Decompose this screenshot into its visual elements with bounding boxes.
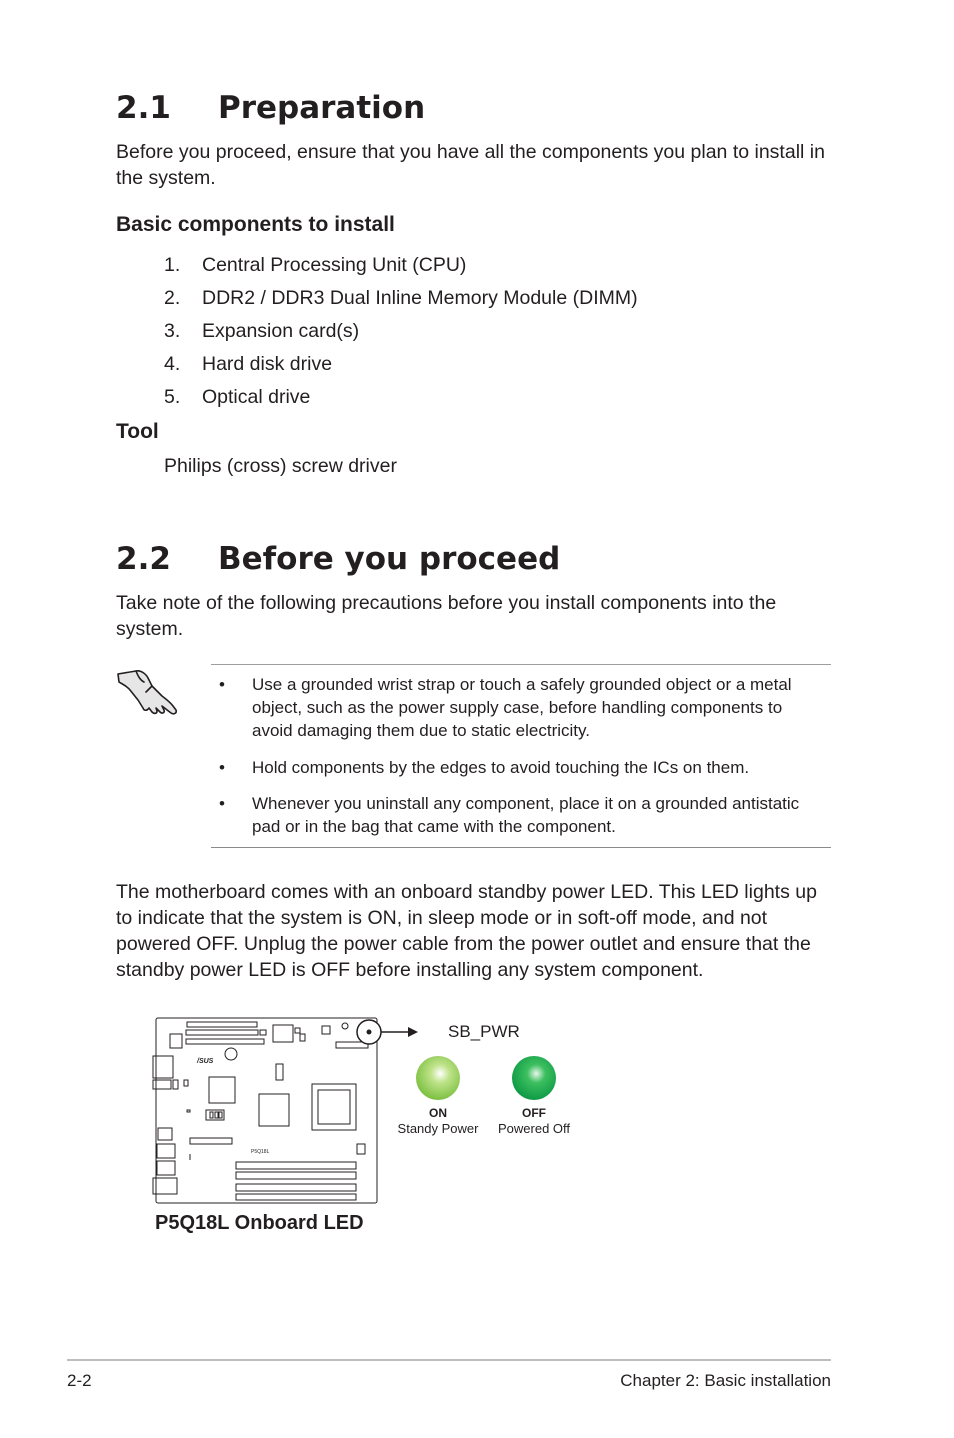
list-item-number: 5.	[164, 386, 181, 408]
note-bottom-rule	[211, 847, 831, 848]
led-state-off	[484, 1106, 584, 1136]
footer-rule	[67, 1359, 831, 1361]
basic-components-heading: Basic components to install	[116, 213, 395, 236]
note-item	[219, 673, 822, 742]
list-item-number: 4.	[164, 353, 181, 375]
tool-heading: Tool	[116, 420, 159, 443]
tool-text: Philips (cross) screw driver	[164, 455, 397, 477]
hand-icon	[116, 668, 180, 718]
note-item	[219, 756, 822, 779]
list-item-text: DDR2 / DDR3 Dual Inline Memory Module (DIMM)	[202, 287, 638, 309]
led-state-label: OFF	[522, 1106, 546, 1120]
bullet: •	[219, 675, 225, 694]
section-title: Preparation	[218, 90, 426, 126]
preparation-intro: Before you proceed, ensure that you have all the components you plan to install in the system.	[116, 141, 825, 189]
note-text: Use a grounded wrist strap or touch a safely grounded object or a metal object, such as the power supply case, before handling components to avoid damaging them due to static electricity.	[252, 675, 792, 740]
led-state-on	[388, 1106, 488, 1136]
section-number: 2.2	[116, 541, 171, 577]
before-proceed-intro: Take note of the following precautions before you install components into the system.	[116, 592, 777, 640]
list-item-text: Central Processing Unit (CPU)	[202, 254, 467, 276]
page-number: 2-2	[67, 1371, 92, 1390]
bullet: •	[219, 794, 225, 813]
figure-caption: P5Q18L Onboard LED	[155, 1212, 364, 1234]
led-state-desc: Powered Off	[497, 1121, 571, 1136]
section-number: 2.1	[116, 90, 171, 126]
section-title: Before you proceed	[218, 541, 561, 577]
led-off-indicator	[510, 1054, 558, 1102]
list-item-text: Optical drive	[202, 386, 311, 408]
list-item-number: 2.	[164, 287, 181, 309]
board-brand-logo: /SUS	[197, 1058, 214, 1065]
chapter-title: Chapter 2: Basic installation	[620, 1371, 831, 1390]
sb-pwr-label: SB_PWR	[448, 1022, 520, 1041]
section-2-1-heading	[116, 90, 716, 130]
note-top-rule	[211, 664, 831, 665]
list-item-text: Hard disk drive	[202, 353, 333, 375]
note-item	[219, 792, 822, 838]
led-state-desc: Standy Power	[397, 1121, 479, 1136]
board-model-label: P5Q18L	[251, 1149, 270, 1155]
section-2-2-heading	[116, 541, 716, 581]
list-item-text: Expansion card(s)	[202, 320, 360, 342]
led-state-label: ON	[429, 1106, 447, 1120]
led-on-indicator	[414, 1054, 462, 1102]
list-item-number: 1.	[164, 254, 181, 276]
components-list	[164, 254, 764, 414]
led-paragraph: The motherboard comes with an onboard standby power LED. This LED lights up to indicate that the system is ON, in sleep mode or in soft-off mode, and not powered OFF. Unplug the power cable from the power outlet and ensure that the standby power LED is OFF before installing any system component.	[116, 881, 817, 981]
bullet: •	[219, 758, 225, 777]
note-text: Whenever you uninstall any component, place it on a grounded antistatic pad or in the bag that came with the component.	[252, 794, 800, 836]
list-item-number: 3.	[164, 320, 181, 342]
note-text: Hold components by the edges to avoid touching the ICs on them.	[252, 758, 750, 777]
